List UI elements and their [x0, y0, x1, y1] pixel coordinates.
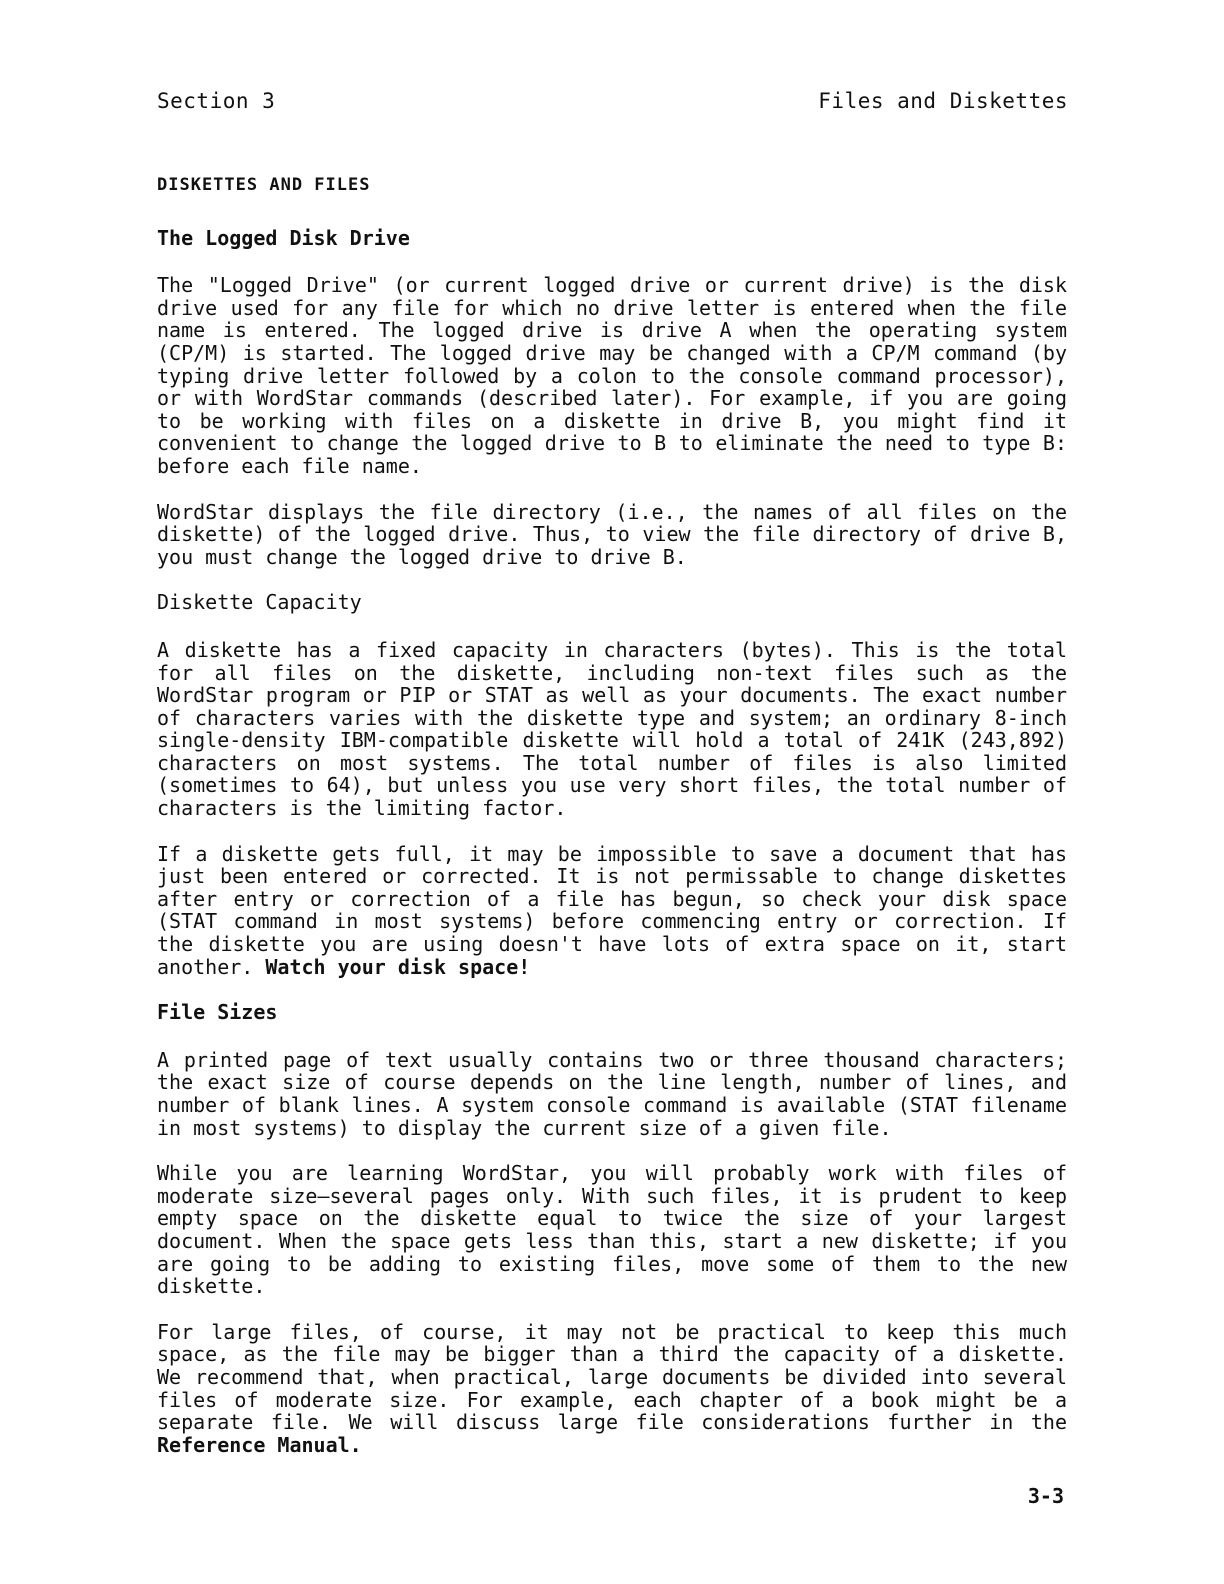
running-header-title: Files and Diskettes: [818, 89, 1068, 113]
heading-logged-disk-drive: The Logged Disk Drive: [157, 225, 410, 250]
paragraph-large-files: [157, 1321, 1067, 1457]
watch-disk-space-emphasis: Watch your disk space!: [265, 954, 531, 979]
reference-manual-emphasis: Reference Manual.: [157, 1432, 362, 1457]
diskette-full-text: If a diskette gets full, it may be impossible to save a document that has just been entered or corrected. It is not permissable to change diskettes after entry or correction of a file has begun, so check your disk space (STAT command in most systems) before commencing entry or correction. If the diskette you are using doesn't have lots of extra space on it, start another.: [157, 841, 1067, 979]
page-number: 3-3: [1027, 1484, 1064, 1508]
page-body: [157, 174, 1067, 1479]
paragraph-capacity: A diskette has a fixed capacity in characters (bytes). This is the total for all files on the diskette, including non-text files such as the WordStar program or PIP or STAT as well as your documents. The exact number of characters varies with the diskette type and system; an ordinary 8-inch single-density IBM-compatible diskette will hold a total of 241K (243,892) characters on most systems. The total number of files is also limited (sometimes to 64), but unless you use very short files, the total number of characters is the limiting factor.: [157, 637, 1067, 821]
paragraph-page-size: A printed page of text usually contains two or three thousand characters; the exact size of course depends on the line length, number of lines, and number of blank lines. A system console command is available (STAT filename in most systems) to display the current size of a given file.: [157, 1047, 1067, 1140]
paragraph-diskette-full: [157, 843, 1067, 979]
paragraph-file-directory: WordStar displays the file directory (i.e., the names of all files on the diskette) of the logged drive. Thus, to view the file directory of drive B, you must change the logged drive to drive B.: [157, 499, 1067, 569]
heading-file-sizes: File Sizes: [157, 1000, 278, 1025]
paragraph-moderate-files: While you are learning WordStar, you will probably work with files of moderate size—several pages only. With such files, it is prudent to keep empty space on the diskette equal to twice the size of your largest document. When the space gets less than this, start a new diskette; if you are going to be adding to existing files, move some of them to the new diskette.: [157, 1161, 1067, 1299]
heading-diskette-capacity: Diskette Capacity: [157, 590, 362, 615]
running-header-section: Section 3: [157, 89, 276, 113]
section-title: DISKETTES AND FILES: [157, 175, 371, 195]
large-files-text: For large files, of course, it may not be practical to keep this much space, as the file may be bigger than a third the capacity of a diskette. We recommend that, when practical, large documents be divided into several files of moderate size. For example, each chapter of a book might be a separate file. We will discuss large file considerations further in the: [157, 1319, 1067, 1435]
paragraph-logged-drive-definition: The "Logged Drive" (or current logged drive or current drive) is the disk drive used for any file for which no drive letter is entered when the file name is entered. The logged drive is drive A when the operating system (CP/M) is started. The logged drive may be changed with a CP/M command (by typing drive letter followed by a colon to the console command processor), or with WordStar commands (described later). For example, if you are going to be working with files on a diskette in drive B, you might find it convenient to change the logged drive to B to eliminate the need to type B: before each file name.: [157, 273, 1067, 478]
